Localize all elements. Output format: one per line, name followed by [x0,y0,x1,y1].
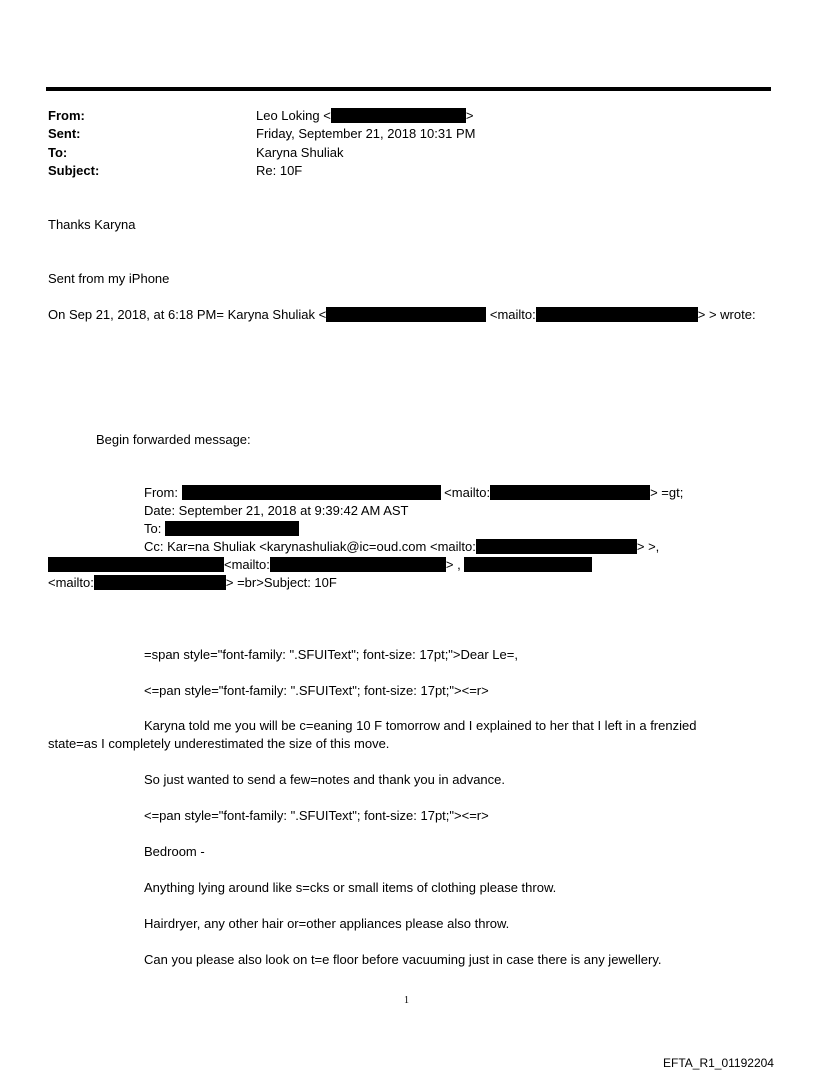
span-line-1: =span style="font-family: ".SFUIText"; font-size: 17pt;">Dear Le=, [144,647,518,662]
span-line-2: <=pan style="font-family: ".SFUIText"; font-size: 17pt;"><=r> [144,683,489,698]
fwd-from [144,485,683,501]
fwd-cc-line2 [48,557,592,573]
redaction [326,307,486,322]
reply-text: Thanks Karyna [48,217,136,232]
quote-intro [48,307,756,323]
para1-line2: state=as I completely underestimated the size of this move. [48,736,390,751]
fwd-to-label: To: [144,521,165,536]
span-line-3: <=pan style="font-family: ".SFUIText"; font-size: 17pt;"><=r> [144,808,489,823]
para1-line1: Karyna told me you will be c=eaning 10 F tomorrow and I explained to her that I left in a frenzied [144,718,697,733]
from-label: From: [48,108,85,123]
hair-line: Hairdryer, any other hair or=other appliances please also throw. [144,916,510,931]
floor-line: Can you please also look on t=e floor before vacuuming just in case there is any jewellery. [144,952,662,967]
quote-intro-post: > > wrote: [697,307,756,322]
fwd-mailto2: <mailto: [224,557,270,572]
redaction [48,557,224,572]
fwd-date: Date: September 21, 2018 at 9:39:42 AM AST [144,503,409,518]
from-close: > [465,108,474,123]
sent-label: Sent: [48,126,81,141]
redaction [182,485,441,500]
sent-value: Friday, September 21, 2018 10:31 PM [256,126,476,141]
to-label: To: [48,145,68,160]
redaction [536,307,698,322]
subject-label: Subject: [48,163,100,178]
forward-heading: Begin forwarded message: [96,432,251,447]
from-name: Leo Loking < [256,108,331,123]
redaction [94,575,226,590]
bedroom-heading: Bedroom - [144,844,205,859]
redaction [331,108,466,123]
fwd-mailto3: <mailto: [48,575,94,590]
signature: Sent from my iPhone [48,271,170,286]
fwd-from-label: From: [144,485,182,500]
redaction [270,557,446,572]
fwd-subject: > =br>Subject: 10F [225,575,337,590]
document-id: EFTA_R1_01192204 [663,1056,774,1070]
socks-line: Anything lying around like s=cks or small items of clothing please throw. [144,880,557,895]
fwd-mailto: <mailto: [440,485,491,500]
quote-intro-pre: On Sep 21, 2018, at 6:18 PM= Karyna Shuliak < [48,307,327,322]
quote-intro-mid: <mailto: [486,307,536,322]
redaction [476,539,637,554]
header-rule [46,87,771,91]
fwd-subject-line [48,575,337,591]
fwd-to [144,521,299,537]
redaction [165,521,299,536]
para2: So just wanted to send a few=notes and thank you in advance. [144,772,505,787]
page-number: 1 [404,995,409,1006]
fwd-cc [144,539,659,555]
fwd-from-end: > =gt; [650,485,684,500]
fwd-cc-end: > >, [636,539,660,554]
redaction [490,485,650,500]
subject-value: Re: 10F [256,163,303,178]
fwd-sep: > , [445,557,461,572]
fwd-cc-text: Cc: Kar=na Shuliak <karynashuliak@ic=oud.com <mailto: [144,539,476,554]
from-value [256,108,473,124]
to-value: Karyna Shuliak [256,145,344,160]
redaction [464,557,592,572]
